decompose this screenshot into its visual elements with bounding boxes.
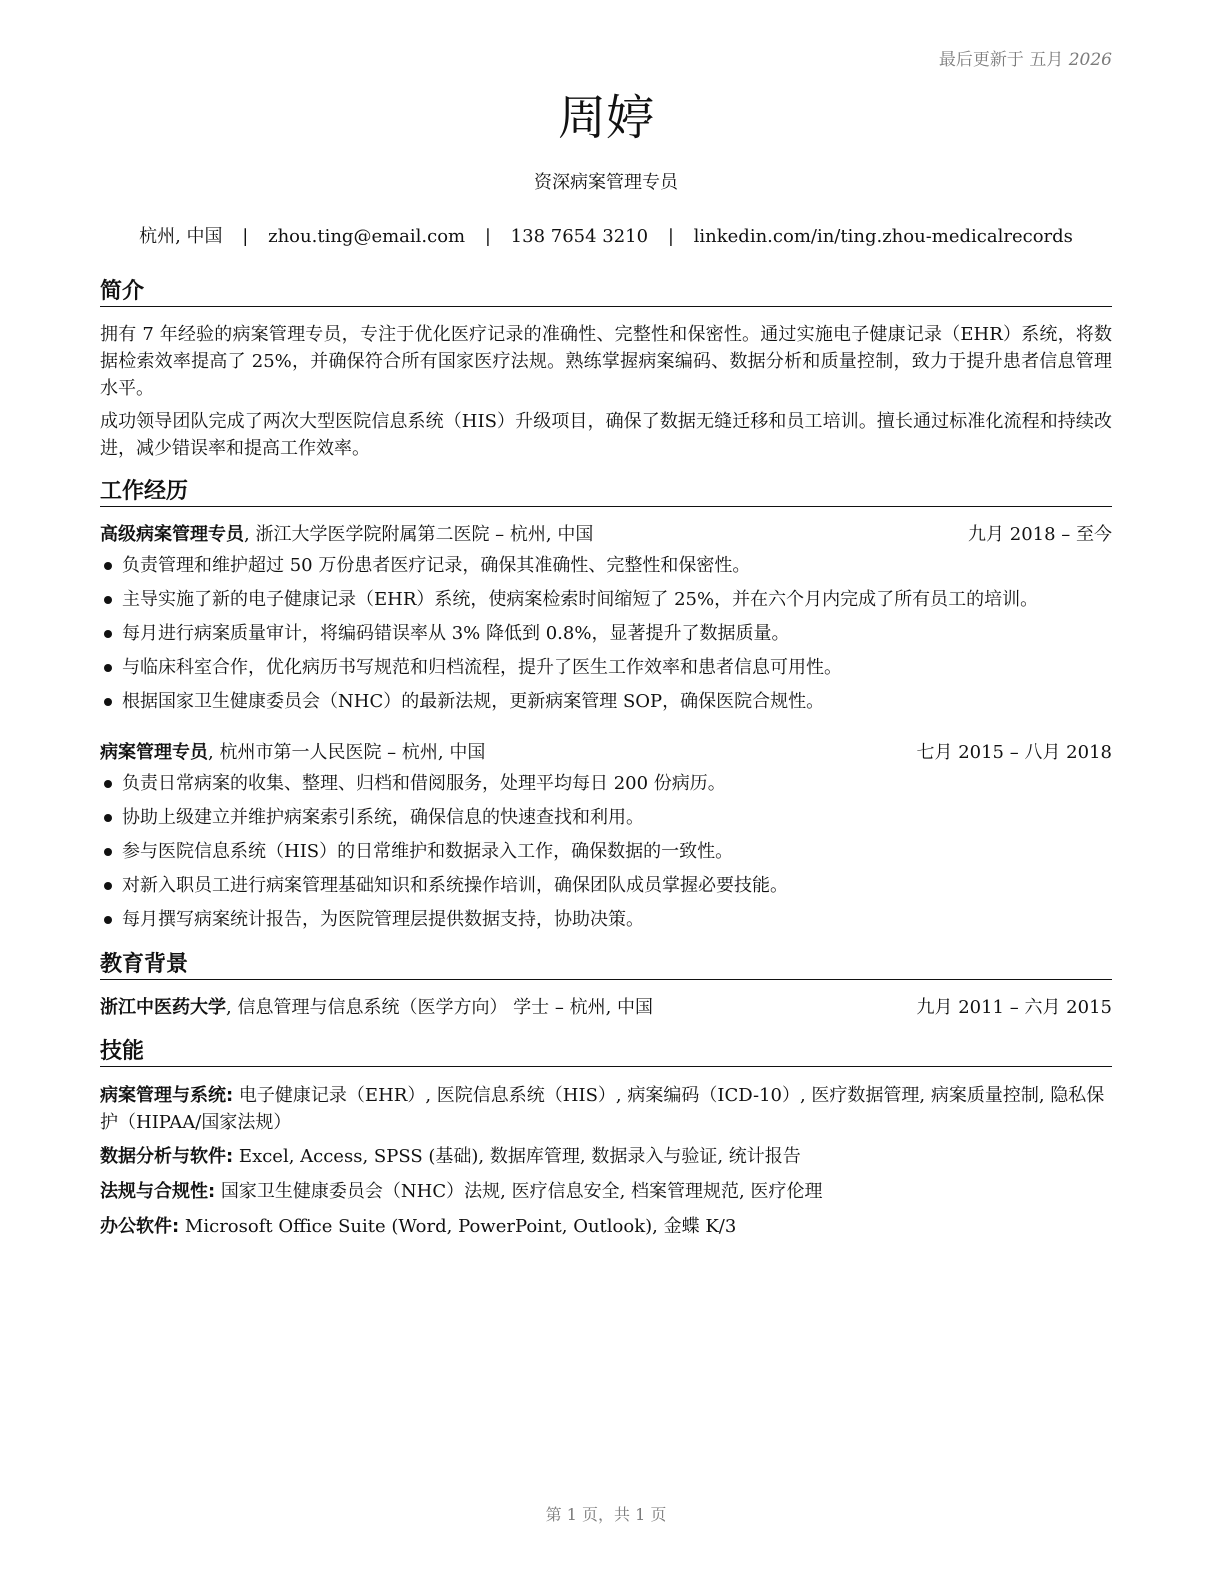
education-school: 浙江中医药大学 [100,997,226,1018]
bullet-text: 与临床科室合作，优化病历书写规范和归档流程，提升了医生工作效率和患者信息可用性。 [122,657,842,678]
bullet-text: 根据国家卫生健康委员会（NHC）的最新法规，更新病案管理 SOP，确保医院合规性。 [122,691,825,712]
job-dates: 七月 2015 – 八月 2018 [916,742,1112,763]
candidate-title: 资深病案管理专员 [534,172,678,193]
summary-paragraph-2: 成功领导团队完成了两次大型医院信息系统（HIS）升级项目，确保了数据无缝迁移和员工培训。擅长通过标准化流程和持续改进，减少错误率和提高工作效率。 [100,411,1112,459]
contact-separator: | [667,226,674,247]
job-organization: , 杭州市第一人民医院 – 杭州, 中国 [208,742,486,763]
bullet-icon [104,664,112,672]
contact-location: 杭州, 中国 [139,226,223,247]
list-item [100,617,1112,651]
skill-value: Excel, Access, SPSS (基础), 数据库管理, 数据录入与验证, 统计报告 [233,1146,801,1167]
list-item [100,903,1112,937]
job-role: 高级病案管理专员 [100,524,244,545]
education-entry [100,996,1112,1020]
skill-label: 病案管理与系统: [100,1085,234,1106]
skill-row [100,1143,1112,1170]
bullet-text: 对新入职员工进行病案管理基础知识和系统操作培训，确保团队成员掌握必要技能。 [122,875,788,896]
skill-value: 国家卫生健康委员会（NHC）法规, 医疗信息安全, 档案管理规范, 医疗伦理 [215,1181,823,1202]
skill-row [100,1082,1112,1136]
job-header [100,741,1112,765]
bullet-text: 负责日常病案的收集、整理、归档和借阅服务，处理平均每日 200 份病历。 [122,773,726,794]
skill-row [100,1213,1112,1240]
list-item [100,685,1112,719]
section-heading-experience: 工作经历 [100,478,1112,507]
section-heading-summary: 简介 [100,278,1112,307]
bullet-text: 协助上级建立并维护病案索引系统，确保信息的快速查找和利用。 [122,807,644,828]
contact-email[interactable]: zhou.ting@email.com [268,226,466,247]
list-item [100,549,1112,583]
list-item [100,801,1112,835]
bullet-text: 主导实施了新的电子健康记录（EHR）系统，使病案检索时间缩短了 25%，并在六个月内完成了所有员工的培训。 [122,589,1039,610]
bullet-icon [104,596,112,604]
bullet-icon [104,630,112,638]
contact-separator: | [484,226,491,247]
contact-linkedin[interactable]: linkedin.com/in/ting.zhou-medicalrecords [693,226,1073,247]
contact-phone[interactable]: 138 7654 3210 [510,226,649,247]
job-organization: , 浙江大学医学院附属第二医院 – 杭州, 中国 [244,524,594,545]
bullet-text: 每月撰写病案统计报告，为医院管理层提供数据支持，协助决策。 [122,909,644,930]
contact-line [100,225,1112,249]
job-bullets [100,767,1112,937]
contact-separator: | [242,226,249,247]
list-item [100,869,1112,903]
job-header [100,523,1112,547]
skill-label: 法规与合规性: [100,1181,216,1202]
last-updated [939,45,1112,70]
bullet-text: 参与医院信息系统（HIS）的日常维护和数据录入工作，确保数据的一致性。 [122,841,734,862]
skill-value: Microsoft Office Suite (Word, PowerPoint, Outlook), 金蝶 K/3 [179,1216,737,1237]
bullet-icon [104,814,112,822]
list-item [100,583,1112,617]
bullet-icon [104,882,112,890]
bullet-text: 每月进行病案质量审计，将编码错误率从 3% 降低到 0.8%，显著提升了数据质量。 [122,623,790,644]
skill-label: 办公软件: [100,1216,180,1237]
list-item [100,651,1112,685]
job-role: 病案管理专员 [100,742,208,763]
skill-label: 数据分析与软件: [100,1146,234,1167]
education-dates: 九月 2011 – 六月 2015 [916,997,1112,1018]
skill-value: 电子健康记录（EHR）, 医院信息系统（HIS）, 病案编码（ICD-10）, 医疗数据管理, 病案质量控制, 隐私保护（HIPAA/国家法规） [100,1085,1105,1133]
skill-row [100,1178,1112,1205]
bullet-icon [104,916,112,924]
section-heading-education: 教育背景 [100,951,1112,980]
last-updated-year: 2026 [1068,50,1112,70]
section-heading-skills: 技能 [100,1038,1112,1067]
bullet-text: 负责管理和维护超过 50 万份患者医疗记录，确保其准确性、完整性和保密性。 [122,555,751,576]
last-updated-prefix: 最后更新于 五月 [938,50,1064,70]
bullet-icon [104,780,112,788]
page-footer: 第 1 页，共 1 页 [545,1505,667,1524]
summary-paragraph-1: 拥有 7 年经验的病案管理专员，专注于优化医疗记录的准确性、完整性和保密性。通过实施电子健康记录（EHR）系统，将数据检索效率提高了 25%，并确保符合所有国家医疗法规。熟练掌握病案编码、数据分析和质量控制，致力于提升患者信息管理水平。 [100,324,1112,399]
bullet-icon [104,698,112,706]
job-dates: 九月 2018 – 至今 [968,524,1112,545]
list-item [100,767,1112,801]
education-detail: , 信息管理与信息系统（医学方向） 学士 – 杭州, 中国 [226,997,654,1018]
bullet-icon [104,562,112,570]
job-bullets [100,549,1112,719]
candidate-name: 周婷 [557,90,654,146]
bullet-icon [104,848,112,856]
resume-page [100,0,1112,1584]
list-item [100,835,1112,869]
